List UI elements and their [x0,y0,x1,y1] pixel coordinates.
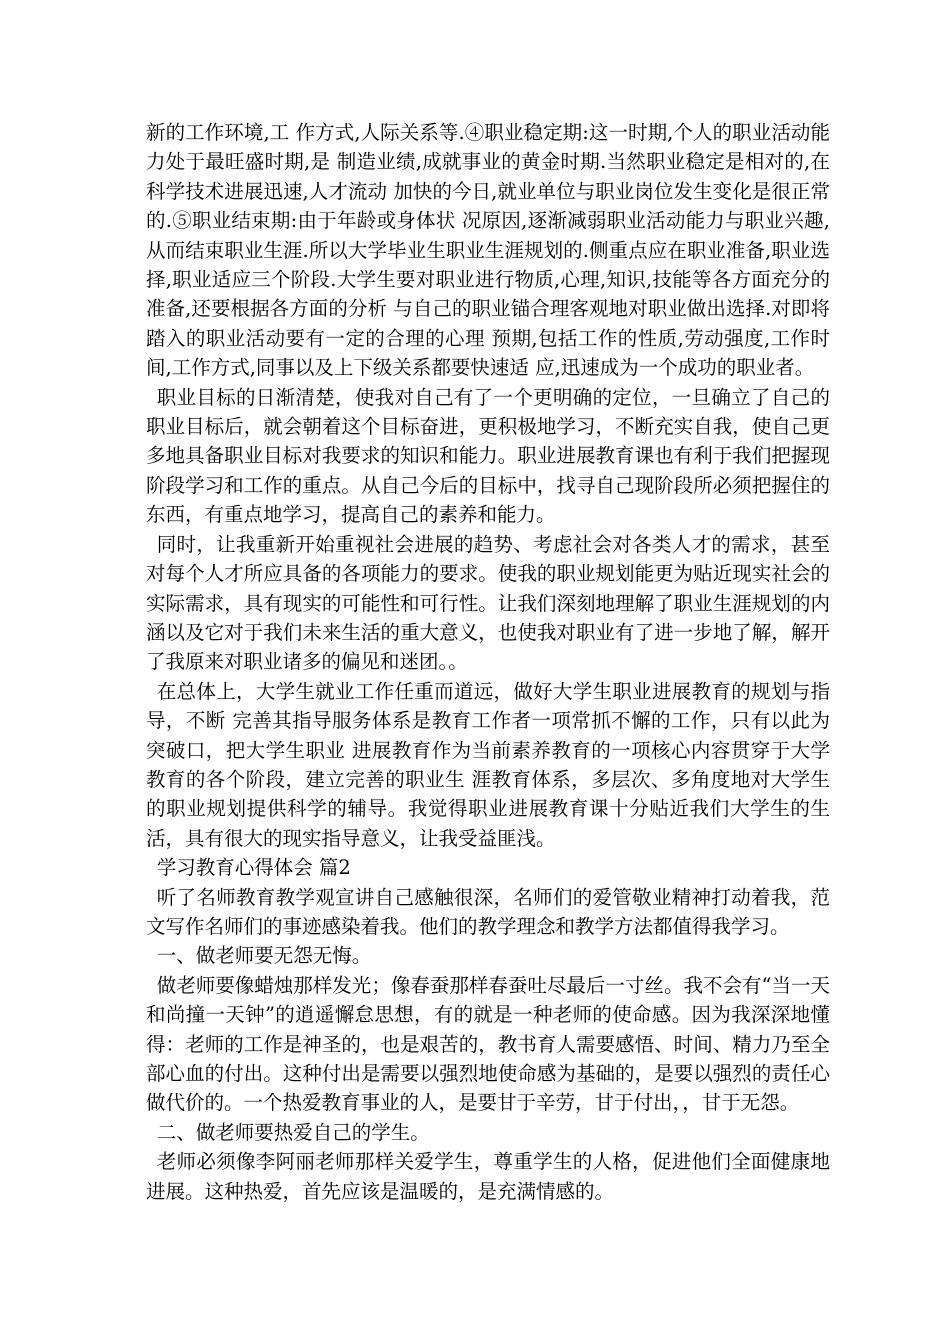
subheading-love-students: 二、做老师要热爱自己的学生。 [156,1120,430,1144]
paragraph-famous-teachers: 听了名师教育教学观宣讲自己感触很深，名师们的爱管敬业精神打动着我，范文写作名师们的事迹感染着我。他们的教学理念和教学方法都值得我学习。 [146,885,830,938]
paragraph-overall-summary: 在总体上，大学生就业工作任重而道远，做好大学生职业进展教育的规划与指导，不断 完善其指导服务体系是教育工作者一项常抓不懈的工作，只有以此为突破口，把大学生职业 进展教育作为当前素养教育的一项核心内容贯穿于大学教育的各个阶段，建立完善的职业生 涯教育体系，多层次、多角度地对大学生的职业规划提供科学的辅导。我觉得职业进展教育课十分贴近我们大学生的生活，具有很大的现实指导意义，让我受益匪浅。 [146,679,830,850]
paragraph-social-trends: 同时，让我重新开始重视社会进展的趋势、考虑社会对各类人才的需求，甚至对每个人才所应具备的各项能力的要求。使我的职业规划能更为贴近现实社会的实际需求，具有现实的可能性和可行性。让我们深刻地理解了职业生涯规划的内涵以及它对于我们未来生活的重大意义，也使我对职业有了进一步地了解，解开了我原来对职业诸多的偏见和迷团。。 [146,532,830,674]
paragraph-career-stages: 新的工作环境,工 作方式,人际关系等.④职业稳定期:这一时期,个人的职业活动能力处于最旺盛时期,是 制造业绩,成就事业的黄金时期.当然职业稳定是相对的,在科学技术进展迅速,人才流动 加快的今日,就业单位与职业岗位发生变化是很正常的.⑤职业结束期:由于年龄或身体状 况原因,逐渐减弱职业活动能力与职业兴趣,从而结束职业生涯.所以大学毕业生职业生涯规划的.侧重点应在职业准备,职业选择,职业适应三个阶段.大学生要对职业进行物质,心理,知识,技能等各方面充分的准备,还要根据各方面的分析 与自己的职业锚合理客观地对职业做出选择.对即将踏入的职业活动要有一定的合理的心理 预期,包括工作的性质,劳动强度,工作时间,工作方式,同事以及上下级关系都要快速适 应,迅速成为一个成功的职业者。 [146,121,830,380]
paragraph-care-for-students: 老师必须像李阿丽老师那样关爱学生，尊重学生的人格，促进他们全面健康地进展。这种热爱，首先应该是温暖的，是充满情感的。 [146,1150,830,1203]
subheading-no-regrets: 一、做老师要无怨无悔。 [156,944,372,968]
paragraph-candle-silkworm: 做老师要像蜡烛那样发光；像春蚕那样春蚕吐尽最后一寸丝。我不会有“当一天和尚撞一天钟”的逍遥懈怠思想，有的就是一种老师的使命感。因为我深深地懂得：老师的工作是神圣的，也是艰苦的，教书育人需要感悟、时间、精力乃至全部心血的付出。这种付出是需要以强烈地使命感为基础的，是要以强烈的责任心做代价的。一个热爱教育事业的人，是要甘于辛劳，甘于付出，，甘于无怨。 [146,973,830,1115]
section-heading-part2: 学习教育心得体会 篇2 [156,856,351,880]
paragraph-career-goals: 职业目标的日渐清楚，使我对自己有了一个更明确的定位，一旦确立了自己的职业目标后，就会朝着这个目标奋进，更积极地学习，不断充实自我，使自己更多地具备职业目标对我要求的知识和能力。职业进展教育课也有利于我们把握现阶段学习和工作的重点。从自己今后的目标中，找寻自己现阶段所必须把握住的东西，有重点地学习，提高自己的素养和能力。 [146,385,830,527]
